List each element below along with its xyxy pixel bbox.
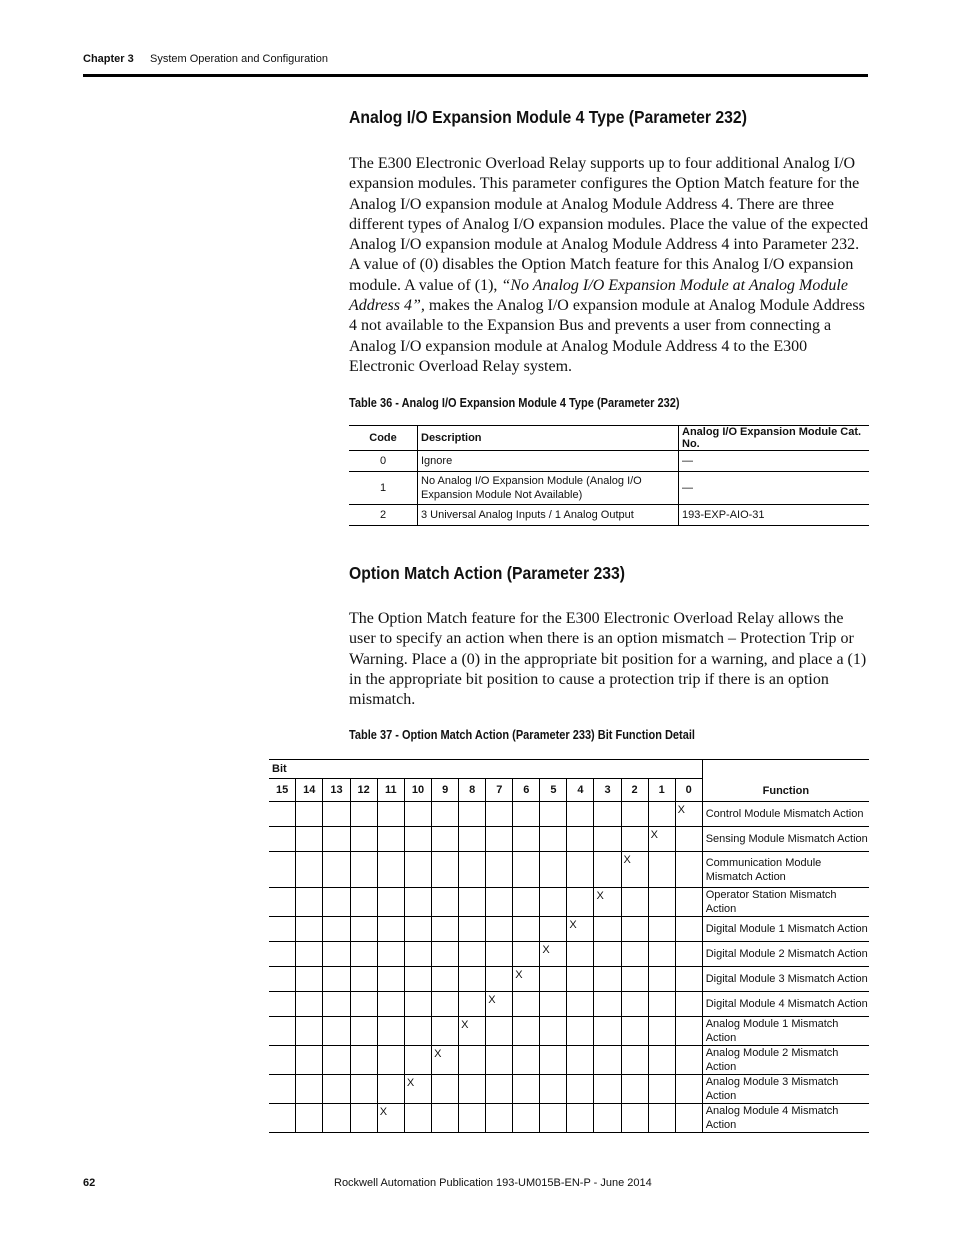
function-cell: Digital Module 3 Mismatch Action <box>702 967 869 992</box>
section-heading-param-232: Analog I/O Expansion Module 4 Type (Parameter 232) <box>349 107 747 127</box>
cell-cat-no: 193-EXP-AIO-31 <box>679 505 870 526</box>
function-cell: Analog Module 3 Mismatch Action <box>702 1075 869 1104</box>
bit-cell <box>432 802 459 827</box>
bit-cell <box>296 1046 323 1075</box>
bit-cell <box>269 1046 296 1075</box>
bit-cell <box>404 992 431 1017</box>
bit-cell <box>323 942 350 967</box>
bit-cell <box>513 1046 540 1075</box>
bit-mark: X <box>540 942 567 967</box>
bit-cell <box>377 1017 404 1046</box>
bit-cell <box>648 992 675 1017</box>
bit-cell <box>350 967 377 992</box>
table-row <box>269 967 869 992</box>
bit-cell <box>432 967 459 992</box>
bit-cell <box>269 942 296 967</box>
bit-cell <box>269 992 296 1017</box>
body-text-b: makes the Analog I/O expansion module at Analog Module Address 4 not available to the Expansion Bus and prevents a user from connecting a Analog I/O expansion module at Analog Module Address 4 to the E300 Electronic Overload Relay system. <box>349 297 865 375</box>
bit-cell <box>296 967 323 992</box>
bit-mark: X <box>513 967 540 992</box>
function-cell: Operator Station Mismatch Action <box>702 888 869 917</box>
bit-cell <box>432 1017 459 1046</box>
bit-cell <box>269 888 296 917</box>
bit-cell <box>269 967 296 992</box>
bit-cell <box>513 917 540 942</box>
bit-cell <box>540 802 567 827</box>
col-header-code: Code <box>349 426 418 451</box>
bit-cell <box>675 888 702 917</box>
bit-cell <box>675 827 702 852</box>
bit-cell <box>540 967 567 992</box>
table-row <box>269 888 869 917</box>
bit-cell <box>296 1104 323 1133</box>
bit-cell <box>567 852 594 888</box>
col-header-description: Description <box>418 426 679 451</box>
bit-cell <box>296 992 323 1017</box>
bit-cell <box>486 852 513 888</box>
publication-info: Rockwell Automation Publication 193-UM015B-EN-P - June 2014 <box>334 1177 652 1189</box>
page-number: 62 <box>83 1177 96 1189</box>
bit-cell <box>404 852 431 888</box>
bit-cell <box>486 827 513 852</box>
bit-cell <box>432 917 459 942</box>
bit-cell <box>567 1046 594 1075</box>
table-36 <box>349 425 869 526</box>
bit-cell <box>540 1046 567 1075</box>
bit-cell <box>540 1075 567 1104</box>
bit-cell <box>486 802 513 827</box>
bit-cell <box>621 992 648 1017</box>
bit-cell <box>350 917 377 942</box>
body-text-a: The E300 Electronic Overload Relay supports up to four additional Analog I/O expansion modules. This parameter configures the Option Match feature for the Analog I/O expansion module at Analog Module Address 4. There are three different types of Analog I/O expansion modules. Place the value of the expected Analog I/O expansion module at Analog Module Address 4 into Parameter 232. A value of (0) disables the Option Match feature for this Analog I/O expansion module. A value of (1), <box>349 155 869 294</box>
bit-mark: X <box>675 802 702 827</box>
function-cell: Analog Module 4 Mismatch Action <box>702 1104 869 1133</box>
cell-code: 0 <box>349 451 418 472</box>
bit-mark: X <box>486 992 513 1017</box>
bit-cell <box>432 1075 459 1104</box>
bit-cell <box>675 852 702 888</box>
bit-cell <box>377 888 404 917</box>
bit-cell <box>350 852 377 888</box>
bit-cell <box>296 802 323 827</box>
table-row <box>349 505 869 526</box>
bit-col-header: 2 <box>621 779 648 802</box>
bit-cell <box>675 942 702 967</box>
bit-mark: X <box>404 1075 431 1104</box>
bit-cell <box>486 1046 513 1075</box>
cell-description: Ignore <box>418 451 679 472</box>
bit-cell <box>404 917 431 942</box>
bit-cell <box>621 917 648 942</box>
bit-cell <box>540 1017 567 1046</box>
bit-cell <box>323 917 350 942</box>
bit-cell <box>621 1104 648 1133</box>
cell-code: 1 <box>349 472 418 505</box>
bit-cell <box>594 992 621 1017</box>
bit-col-header: 3 <box>594 779 621 802</box>
bit-cell <box>269 917 296 942</box>
function-cell: Sensing Module Mismatch Action <box>702 827 869 852</box>
bit-cell <box>648 1075 675 1104</box>
bit-cell <box>350 1046 377 1075</box>
bit-cell <box>404 1104 431 1133</box>
chapter-label: Chapter 3 <box>83 53 134 65</box>
bit-mark: X <box>459 1017 486 1046</box>
table-row <box>269 992 869 1017</box>
bit-cell <box>404 967 431 992</box>
bit-cell <box>513 802 540 827</box>
table-36-caption: Table 36 - Analog I/O Expansion Module 4 Type (Parameter 232) <box>349 396 680 410</box>
bit-cell <box>323 827 350 852</box>
bit-cell <box>567 1017 594 1046</box>
bit-cell <box>621 1017 648 1046</box>
bit-cell <box>540 1104 567 1133</box>
bit-cell <box>648 888 675 917</box>
bit-cell <box>567 888 594 917</box>
bit-cell <box>459 917 486 942</box>
bit-cell <box>459 1075 486 1104</box>
table-header-row <box>349 426 869 451</box>
bit-cell <box>540 888 567 917</box>
bit-cell <box>675 1017 702 1046</box>
bit-cell <box>513 852 540 888</box>
bit-cell <box>404 1017 431 1046</box>
bit-cell <box>675 1046 702 1075</box>
bit-cell <box>675 967 702 992</box>
bit-cell <box>513 942 540 967</box>
bit-cell <box>459 942 486 967</box>
bit-cell <box>648 1017 675 1046</box>
bit-cell <box>459 852 486 888</box>
bit-cell <box>621 967 648 992</box>
bit-cell <box>594 852 621 888</box>
bit-col-header: 1 <box>648 779 675 802</box>
bit-cell <box>269 1017 296 1046</box>
function-cell: Analog Module 1 Mismatch Action <box>702 1017 869 1046</box>
bit-cell <box>621 802 648 827</box>
section-heading-param-233: Option Match Action (Parameter 233) <box>349 563 625 583</box>
bit-cell <box>540 992 567 1017</box>
bit-cell <box>377 802 404 827</box>
bit-cell <box>269 827 296 852</box>
bit-cell <box>567 802 594 827</box>
bit-cell <box>594 1046 621 1075</box>
table-row <box>269 1075 869 1104</box>
cell-cat-no: — <box>679 472 870 505</box>
bit-cell <box>350 1104 377 1133</box>
bit-cell <box>350 888 377 917</box>
function-cell: Digital Module 2 Mismatch Action <box>702 942 869 967</box>
bit-cell <box>513 992 540 1017</box>
bit-label: Bit <box>269 760 702 779</box>
bit-cell <box>350 802 377 827</box>
table-row <box>269 917 869 942</box>
bit-cell <box>594 967 621 992</box>
function-cell: Analog Module 2 Mismatch Action <box>702 1046 869 1075</box>
bit-mark: X <box>432 1046 459 1075</box>
bit-cell <box>594 802 621 827</box>
function-cell: Digital Module 1 Mismatch Action <box>702 917 869 942</box>
bit-col-header: 10 <box>404 779 431 802</box>
bit-cell <box>567 992 594 1017</box>
cell-description: 3 Universal Analog Inputs / 1 Analog Output <box>418 505 679 526</box>
bit-cell <box>594 1017 621 1046</box>
bit-cell <box>648 1046 675 1075</box>
bit-cell <box>459 802 486 827</box>
bit-cell <box>432 827 459 852</box>
bit-cell <box>296 888 323 917</box>
bit-mark: X <box>377 1104 404 1133</box>
section-body-param-233: The Option Match feature for the E300 Electronic Overload Relay allows the user to specify an action when there is an option mismatch – Protection Trip or Warning. Place a (0) in the appropriate bit position for a warning, and place a (1) in the appropriate bit position to cause a protection trip if there is an option mismatch. <box>349 610 867 709</box>
bit-mark: X <box>648 827 675 852</box>
bit-cell <box>377 1075 404 1104</box>
bit-mark: X <box>594 888 621 917</box>
chapter-title: System Operation and Configuration <box>150 53 328 65</box>
cell-description: No Analog I/O Expansion Module (Analog I/O Expansion Module Not Available) <box>418 472 679 505</box>
bit-cell <box>377 992 404 1017</box>
bit-cell <box>513 827 540 852</box>
bit-cell <box>432 888 459 917</box>
bit-mark: X <box>567 917 594 942</box>
bit-cell <box>459 827 486 852</box>
bit-cell <box>594 1075 621 1104</box>
bit-cell <box>323 1104 350 1133</box>
bit-col-header: 15 <box>269 779 296 802</box>
bit-cell <box>377 827 404 852</box>
bit-cell <box>594 942 621 967</box>
bit-cell <box>350 1017 377 1046</box>
bit-label-row <box>269 760 869 779</box>
bit-cell <box>296 917 323 942</box>
bit-col-header: 12 <box>350 779 377 802</box>
section-body-param-232 <box>349 154 871 377</box>
cell-code: 2 <box>349 505 418 526</box>
bit-cell <box>296 852 323 888</box>
table-37-bit-function <box>269 759 869 1133</box>
bit-cell <box>459 992 486 1017</box>
bit-cell <box>323 967 350 992</box>
bit-cell <box>404 942 431 967</box>
bit-cell <box>567 967 594 992</box>
function-cell: Digital Module 4 Mismatch Action <box>702 992 869 1017</box>
bit-cell <box>621 888 648 917</box>
bit-cell <box>675 1104 702 1133</box>
bit-cell <box>648 967 675 992</box>
bit-cell <box>486 942 513 967</box>
table-row <box>269 1017 869 1046</box>
bit-cell <box>377 1046 404 1075</box>
bit-cell <box>432 992 459 1017</box>
bit-cell <box>567 1104 594 1133</box>
bit-cell <box>459 1104 486 1133</box>
bit-cell <box>432 1104 459 1133</box>
bit-cell <box>323 992 350 1017</box>
bit-cell <box>377 967 404 992</box>
bit-cell <box>513 1017 540 1046</box>
bit-cell <box>621 942 648 967</box>
bit-cell <box>269 1075 296 1104</box>
cell-cat-no: — <box>679 451 870 472</box>
bit-cell <box>486 1075 513 1104</box>
bit-cell <box>675 917 702 942</box>
bit-col-header: 8 <box>459 779 486 802</box>
bit-cell <box>323 888 350 917</box>
bit-cell <box>594 917 621 942</box>
bit-cell <box>621 1046 648 1075</box>
bit-col-header: 0 <box>675 779 702 802</box>
bit-cell <box>296 942 323 967</box>
table-row <box>349 472 869 505</box>
bit-cell <box>621 1075 648 1104</box>
bit-cell <box>648 852 675 888</box>
bit-cell <box>459 888 486 917</box>
bit-cell <box>567 1075 594 1104</box>
table-row <box>269 827 869 852</box>
bit-cell <box>432 942 459 967</box>
function-label: Function <box>702 760 869 802</box>
bit-cell <box>540 852 567 888</box>
bit-cell <box>459 1046 486 1075</box>
header-rule <box>83 74 868 77</box>
bit-cell <box>648 917 675 942</box>
bit-cell <box>486 888 513 917</box>
bit-cell <box>296 1017 323 1046</box>
table-row <box>269 1046 869 1075</box>
bit-cell <box>404 827 431 852</box>
bit-col-header: 7 <box>486 779 513 802</box>
bit-cell <box>404 888 431 917</box>
bit-cell <box>377 942 404 967</box>
bit-cell <box>323 1075 350 1104</box>
bit-cell <box>540 917 567 942</box>
bit-col-header: 5 <box>540 779 567 802</box>
bit-col-header: 14 <box>296 779 323 802</box>
bit-cell <box>648 802 675 827</box>
bit-cell <box>350 1075 377 1104</box>
bit-col-header: 9 <box>432 779 459 802</box>
bit-cell <box>675 992 702 1017</box>
bit-cell <box>621 827 648 852</box>
table-row <box>269 942 869 967</box>
bit-cell <box>486 917 513 942</box>
bit-cell <box>269 1104 296 1133</box>
table-row <box>349 451 869 472</box>
bit-cell <box>404 1046 431 1075</box>
bit-cell <box>459 967 486 992</box>
bit-cell <box>648 942 675 967</box>
table-row <box>269 852 869 888</box>
col-header-cat-no: Analog I/O Expansion Module Cat. No. <box>679 426 870 451</box>
function-cell: Control Module Mismatch Action <box>702 802 869 827</box>
bit-cell <box>486 1104 513 1133</box>
bit-cell <box>432 852 459 888</box>
bit-cell <box>350 827 377 852</box>
bit-col-header: 11 <box>377 779 404 802</box>
bit-col-header: 6 <box>513 779 540 802</box>
bit-mark: X <box>621 852 648 888</box>
bit-cell <box>323 1017 350 1046</box>
table-row <box>269 802 869 827</box>
bit-cell <box>567 827 594 852</box>
bit-cell <box>323 1046 350 1075</box>
bit-cell <box>350 992 377 1017</box>
bit-cell <box>675 1075 702 1104</box>
bit-cell <box>540 827 567 852</box>
bit-cell <box>377 852 404 888</box>
page-header <box>83 53 868 65</box>
bit-cell <box>486 1017 513 1046</box>
table-row <box>269 1104 869 1133</box>
function-cell: Communication Module Mismatch Action <box>702 852 869 888</box>
bit-cell <box>567 942 594 967</box>
bit-cell <box>269 852 296 888</box>
bit-col-header: 13 <box>323 779 350 802</box>
bit-cell <box>648 1104 675 1133</box>
bit-cell <box>350 942 377 967</box>
bit-cell <box>513 888 540 917</box>
bit-cell <box>269 802 296 827</box>
bit-cell <box>296 827 323 852</box>
bit-cell <box>486 967 513 992</box>
bit-cell <box>513 1075 540 1104</box>
bit-cell <box>323 852 350 888</box>
bit-cell <box>323 802 350 827</box>
bit-cell <box>296 1075 323 1104</box>
table-37-caption: Table 37 - Option Match Action (Parameter 233) Bit Function Detail <box>349 728 695 742</box>
bit-col-header: 4 <box>567 779 594 802</box>
bit-cell <box>594 1104 621 1133</box>
bit-cell <box>513 1104 540 1133</box>
bit-cell <box>594 827 621 852</box>
bit-cell <box>404 802 431 827</box>
bit-cell <box>377 917 404 942</box>
body-text-italic-quote: “No Analog I/O Expansion Module at Analog Module Address 4”, <box>349 276 848 315</box>
